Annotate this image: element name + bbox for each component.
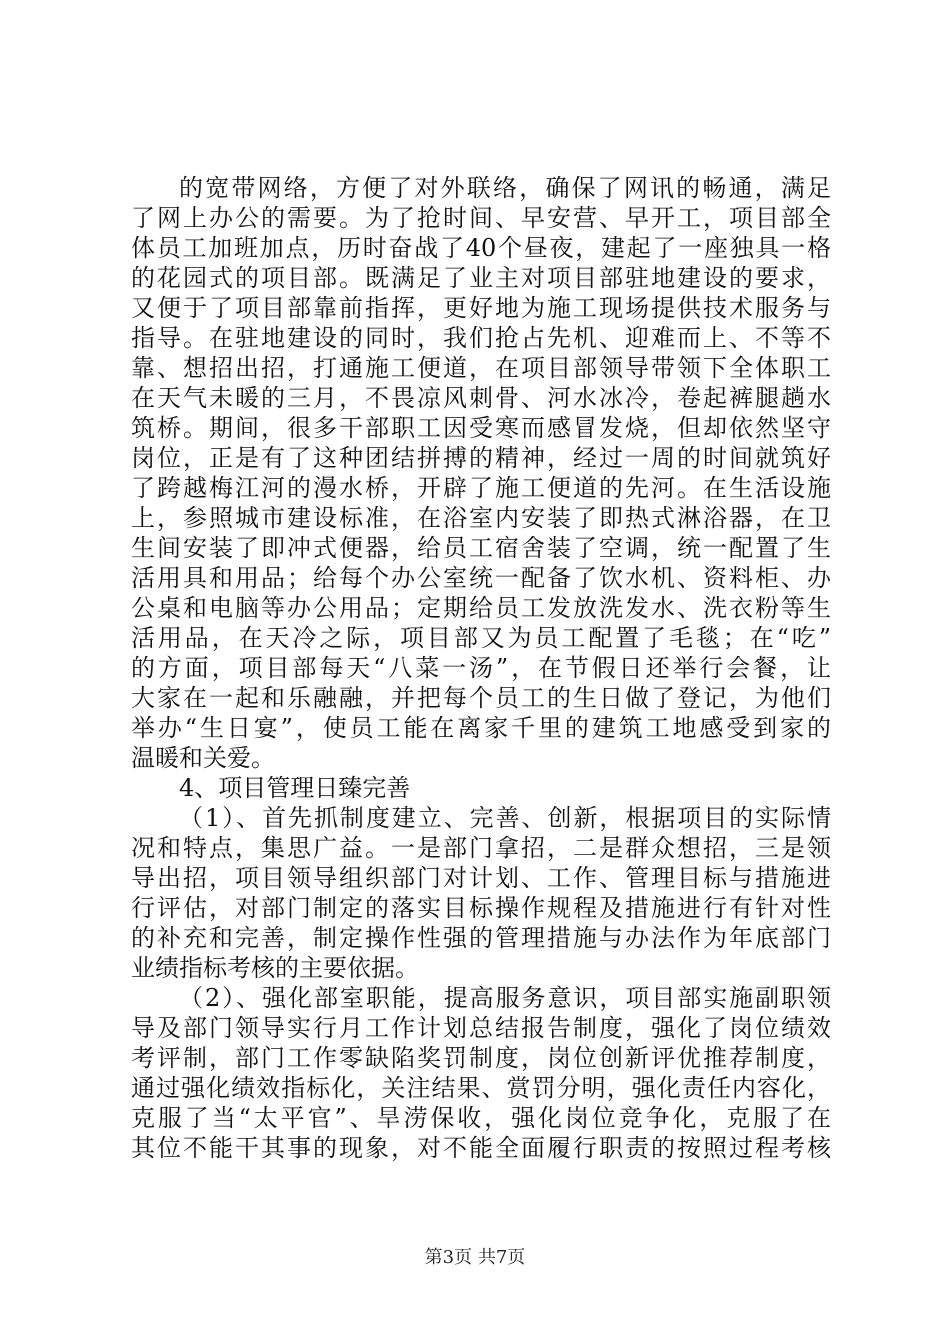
text-line: 公桌和电脑等办公用品；定期给员工发放洗发水、洗衣粉等生 bbox=[131, 594, 831, 622]
body-text bbox=[131, 173, 831, 1163]
text-line: 的补充和完善，制定操作性强的管理措施与办法作为年底部门 bbox=[131, 924, 831, 952]
text-line: 大家在一起和乐融融，并把每个员工的生日做了登记，为他们 bbox=[131, 684, 831, 712]
text-line: 业绩指标考核的主要依据。 bbox=[131, 954, 419, 982]
text-line: 上，参照城市建设标准，在浴室内安装了即热式淋浴器，在卫 bbox=[131, 504, 831, 532]
text-line: 又便于了项目部靠前指挥，更好地为施工现场提供技术服务与 bbox=[131, 294, 831, 322]
text-line: 4、项目管理日臻完善 bbox=[179, 774, 411, 802]
page-number-footer: 第3页 共7页 bbox=[424, 1247, 526, 1268]
text-line: 活用具和用品；给每个办公室统一配备了饮水机、资料柜、办 bbox=[131, 564, 831, 592]
text-line: 体员工加班加点，历时奋战了40个昼夜，建起了一座独具一格 bbox=[131, 234, 831, 262]
text-line: 在天气未暖的三月，不畏凉风刺骨、河水冰冷，卷起裤腿趟水 bbox=[131, 384, 831, 412]
text-line: 考评制，部门工作零缺陷奖罚制度，岗位创新评优推荐制度， bbox=[131, 1044, 831, 1072]
text-line: 温暖和关爱。 bbox=[131, 744, 275, 772]
text-line: （1）、首先抓制度建立、完善、创新，根据项目的实际情 bbox=[179, 804, 831, 832]
text-line: 靠、想招出招，打通施工便道，在项目部领导带领下全体职工 bbox=[131, 354, 831, 382]
text-line: 行评估，对部门制定的落实目标操作规程及措施进行有针对性 bbox=[131, 894, 831, 922]
text-line: 克服了当“太平官”、旱涝保收，强化岗位竞争化，克服了在 bbox=[131, 1104, 831, 1132]
text-line: 的方面，项目部每天“八菜一汤”，在节假日还举行会餐，让 bbox=[131, 654, 831, 682]
text-line: 筑桥。期间，很多干部职工因受寒而感冒发烧，但却依然坚守 bbox=[131, 414, 831, 442]
text-line: 指导。在驻地建设的同时，我们抢占先机、迎难而上、不等不 bbox=[131, 324, 831, 352]
text-line: 的花园式的项目部。既满足了业主对项目部驻地建设的要求， bbox=[131, 264, 831, 292]
text-line: 了网上办公的需要。为了抢时间、早安营、早开工，项目部全 bbox=[131, 204, 831, 232]
text-line: 活用品，在天冷之际，项目部又为员工配置了毛毯；在“吃” bbox=[131, 624, 831, 652]
text-line: 生间安装了即冲式便器，给员工宿舍装了空调，统一配置了生 bbox=[131, 534, 831, 562]
text-line: 导及部门领导实行月工作计划总结报告制度，强化了岗位绩效 bbox=[131, 1014, 831, 1042]
text-line: 岗位，正是有了这种团结拼搏的精神，经过一周的时间就筑好 bbox=[131, 444, 831, 472]
text-line: 况和特点，集思广益。一是部门拿招，二是群众想招，三是领 bbox=[131, 834, 831, 862]
text-line: 举办“生日宴”，使员工能在离家千里的建筑工地感受到家的 bbox=[131, 714, 831, 742]
text-line: （2）、强化部室职能，提高服务意识，项目部实施副职领 bbox=[179, 984, 831, 1012]
text-line: 其位不能干其事的现象，对不能全面履行职责的按照过程考核 bbox=[131, 1134, 831, 1162]
text-line: 导出招，项目领导组织部门对计划、工作、管理目标与措施进 bbox=[131, 864, 831, 892]
text-line: 通过强化绩效指标化，关注结果、赏罚分明，强化责任内容化， bbox=[131, 1074, 831, 1102]
text-line: 了跨越梅江河的漫水桥，开辟了施工便道的先河。在生活设施 bbox=[131, 474, 831, 502]
text-line: 的宽带网络，方便了对外联络，确保了网讯的畅通，满足 bbox=[179, 174, 831, 202]
